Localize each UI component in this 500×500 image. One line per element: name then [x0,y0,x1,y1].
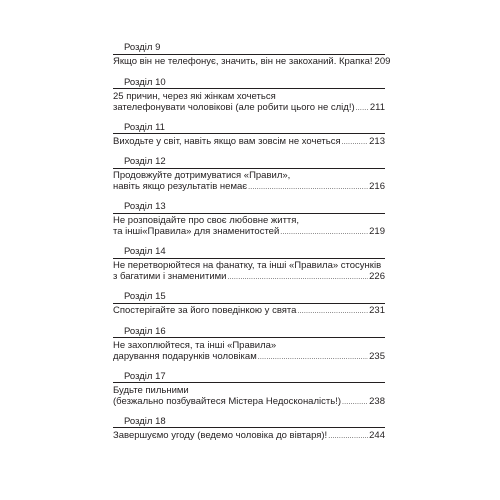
dot-leader [258,352,368,364]
chapter-heading: Розділ 9 [124,42,161,53]
chapter-title-line-2: з багатими і знаменитими [113,271,227,282]
chapter-heading: Розділ 16 [124,325,166,337]
page-number: 235 [369,350,385,362]
divider-line [113,168,385,169]
page-number: 213 [369,135,385,147]
chapter-heading: Розділ 18 [124,415,166,427]
toc-line [113,351,385,364]
table-of-contents [113,42,391,450]
toc-line [113,226,385,239]
toc-line [113,181,385,194]
toc-entry-chapter-14 [113,246,385,291]
divider-line [113,303,385,304]
dot-leader [297,306,368,318]
toc-entry-chapter-11 [113,122,385,157]
chapter-title: Виходьте у світ, навіть якщо вам зовсім не хочеться [113,135,341,147]
chapter-title: Якщо він не телефонує, значить, він не закоханий. Крапка! [113,56,373,67]
chapter-title-line-2: дарування подарунків чоловікам [113,350,257,362]
toc-line [113,271,385,284]
chapter-heading: Розділ 12 [124,156,166,167]
chapter-title-line-1: Будьте пильними [113,384,189,396]
divider-line [113,88,385,89]
chapter-title-line-1: Не захоплюйтеся, та інші «Правила» [113,339,277,351]
dot-leader [342,397,368,409]
chapter-title-line-1: 25 причин, через які жінкам хочеться [113,90,276,102]
chapter-title-line-2: та інші«Правила» для знаменитостей [113,226,280,237]
divider-line [113,54,385,55]
toc-entry-chapter-13 [113,201,385,246]
page-number: 209 [374,56,391,67]
divider-line [113,133,385,134]
toc-entry-chapter-10 [113,77,385,122]
toc-entry-chapter-15 [113,291,385,326]
toc-line [113,396,385,409]
dot-leader [280,227,368,239]
page-number: 244 [369,429,385,441]
divider-line [113,258,385,259]
toc-line [113,102,385,115]
divider-line [113,337,385,338]
page-number: 219 [369,226,385,237]
divider-line [113,382,385,383]
divider-line [113,427,385,428]
page-number: 226 [369,271,385,282]
chapter-title-line-2: зателефонувати чоловікові (але робити цього не слід!) [113,101,355,113]
chapter-title: Завершуємо угоду (ведемо чоловіка до вівтаря)! [113,429,328,441]
chapter-title-line-2: навіть якщо результатів немає [113,181,248,192]
toc-line [113,305,385,318]
page-number: 211 [369,101,385,113]
toc-entry-chapter-9 [113,42,391,77]
dot-leader [342,137,369,149]
dot-leader [227,272,368,284]
chapter-title: Спостерігайте за його поведінкою у свята [113,305,297,316]
chapter-title-line-1: Не розповідайте про своє любовне життя, [113,215,300,226]
dot-leader [356,103,369,115]
toc-line [113,136,385,149]
toc-entry-chapter-12 [113,156,385,201]
page-number: 216 [369,181,385,192]
chapter-title-line-2: (безжально позбувайтеся Містера Недосконалість!) [113,395,341,407]
chapter-heading: Розділ 11 [124,121,165,133]
chapter-title-line-1: Не перетворюйтеся на фанатку, та інші «Правила» стосунків [113,260,382,271]
toc-entry-chapter-16 [113,326,385,371]
toc-entry-chapter-17 [113,371,385,416]
dot-leader [328,431,368,443]
divider-line [113,213,385,214]
chapter-heading: Розділ 17 [124,370,166,382]
page-number: 231 [369,305,385,316]
toc-entry-chapter-18 [113,416,385,451]
chapter-heading: Розділ 15 [124,291,166,302]
dot-leader [248,182,368,194]
chapter-heading: Розділ 13 [124,201,166,212]
page-number: 238 [369,395,385,407]
toc-line [113,430,385,443]
chapter-heading: Розділ 10 [124,76,166,88]
toc-line [113,56,391,69]
chapter-heading: Розділ 14 [124,246,166,257]
chapter-title-line-1: Продовжуйте дотримуватися «Правил», [113,170,291,181]
